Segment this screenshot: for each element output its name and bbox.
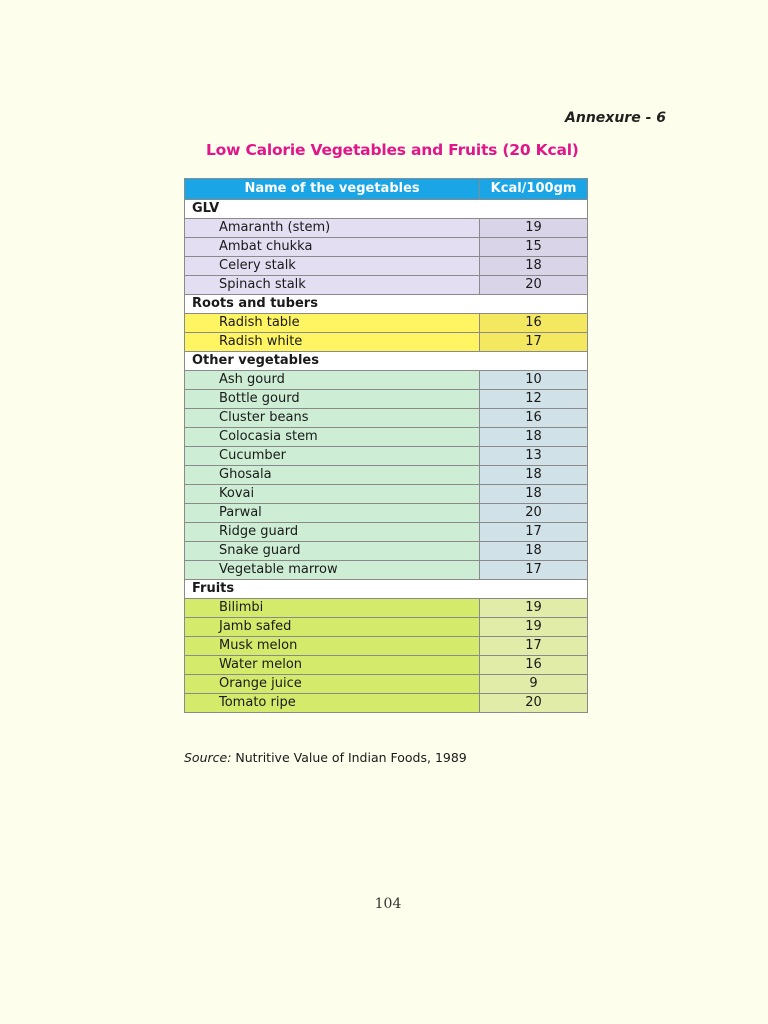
item-kcal: 18: [480, 485, 588, 504]
header-kcal: Kcal/100gm: [480, 179, 588, 200]
table-row: [185, 428, 588, 447]
item-kcal: 12: [480, 390, 588, 409]
item-name: Cluster beans: [185, 409, 480, 428]
source-text: Nutritive Value of Indian Foods, 1989: [231, 750, 467, 765]
item-kcal: 17: [480, 637, 588, 656]
item-name: Tomato ripe: [185, 694, 480, 713]
page-title: Low Calorie Vegetables and Fruits (20 Kcal): [206, 141, 579, 159]
category-row: [185, 200, 588, 219]
item-kcal: 20: [480, 504, 588, 523]
item-name: Ambat chukka: [185, 238, 480, 257]
item-name: Water melon: [185, 656, 480, 675]
item-name: Spinach stalk: [185, 276, 480, 295]
table-row: [185, 675, 588, 694]
table-row: [185, 371, 588, 390]
item-kcal: 19: [480, 599, 588, 618]
item-name: Colocasia stem: [185, 428, 480, 447]
source-label: Source:: [184, 750, 232, 765]
category-label: Fruits: [185, 580, 588, 599]
item-kcal: 15: [480, 238, 588, 257]
item-kcal: 19: [480, 618, 588, 637]
table-row: [185, 599, 588, 618]
item-name: Orange juice: [185, 675, 480, 694]
table-row: [185, 238, 588, 257]
item-kcal: 18: [480, 542, 588, 561]
table-row: [185, 276, 588, 295]
category-row: [185, 580, 588, 599]
item-kcal: 17: [480, 333, 588, 352]
category-row: [185, 295, 588, 314]
item-name: Ridge guard: [185, 523, 480, 542]
table-row: [185, 523, 588, 542]
item-name: Jamb safed: [185, 618, 480, 637]
table-row: [185, 219, 588, 238]
category-label: GLV: [185, 200, 588, 219]
item-kcal: 10: [480, 371, 588, 390]
item-kcal: 17: [480, 523, 588, 542]
item-name: Bilimbi: [185, 599, 480, 618]
annexure-label: Annexure - 6: [565, 110, 666, 126]
header-vegetable-name: Name of the vegetables: [185, 179, 480, 200]
item-name: Radish white: [185, 333, 480, 352]
category-label: Other vegetables: [185, 352, 588, 371]
category-label: Roots and tubers: [185, 295, 588, 314]
table-header-row: [185, 179, 588, 200]
table-row: [185, 618, 588, 637]
table-row: [185, 504, 588, 523]
item-name: Kovai: [185, 485, 480, 504]
calorie-table: [184, 178, 588, 713]
item-name: Ash gourd: [185, 371, 480, 390]
item-name: Bottle gourd: [185, 390, 480, 409]
table-row: [185, 694, 588, 713]
category-row: [185, 352, 588, 371]
item-kcal: 18: [480, 257, 588, 276]
table-row: [185, 447, 588, 466]
item-name: Amaranth (stem): [185, 219, 480, 238]
item-kcal: 19: [480, 219, 588, 238]
table-row: [185, 333, 588, 352]
item-name: Vegetable marrow: [185, 561, 480, 580]
item-name: Parwal: [185, 504, 480, 523]
table-row: [185, 390, 588, 409]
table-row: [185, 314, 588, 333]
item-kcal: 17: [480, 561, 588, 580]
table-row: [185, 466, 588, 485]
table-row: [185, 637, 588, 656]
table-body: [185, 200, 588, 713]
table-row: [185, 409, 588, 428]
page-number: 104: [374, 896, 402, 912]
item-name: Celery stalk: [185, 257, 480, 276]
item-kcal: 16: [480, 314, 588, 333]
item-kcal: 18: [480, 428, 588, 447]
item-name: Musk melon: [185, 637, 480, 656]
item-kcal: 9: [480, 675, 588, 694]
item-kcal: 18: [480, 466, 588, 485]
item-kcal: 16: [480, 409, 588, 428]
table-row: [185, 561, 588, 580]
item-kcal: 16: [480, 656, 588, 675]
table-row: [185, 542, 588, 561]
source-note: [184, 750, 467, 765]
item-kcal: 13: [480, 447, 588, 466]
table-row: [185, 485, 588, 504]
item-kcal: 20: [480, 276, 588, 295]
item-name: Cucumber: [185, 447, 480, 466]
item-kcal: 20: [480, 694, 588, 713]
item-name: Snake guard: [185, 542, 480, 561]
item-name: Radish table: [185, 314, 480, 333]
item-name: Ghosala: [185, 466, 480, 485]
table-row: [185, 257, 588, 276]
table-row: [185, 656, 588, 675]
